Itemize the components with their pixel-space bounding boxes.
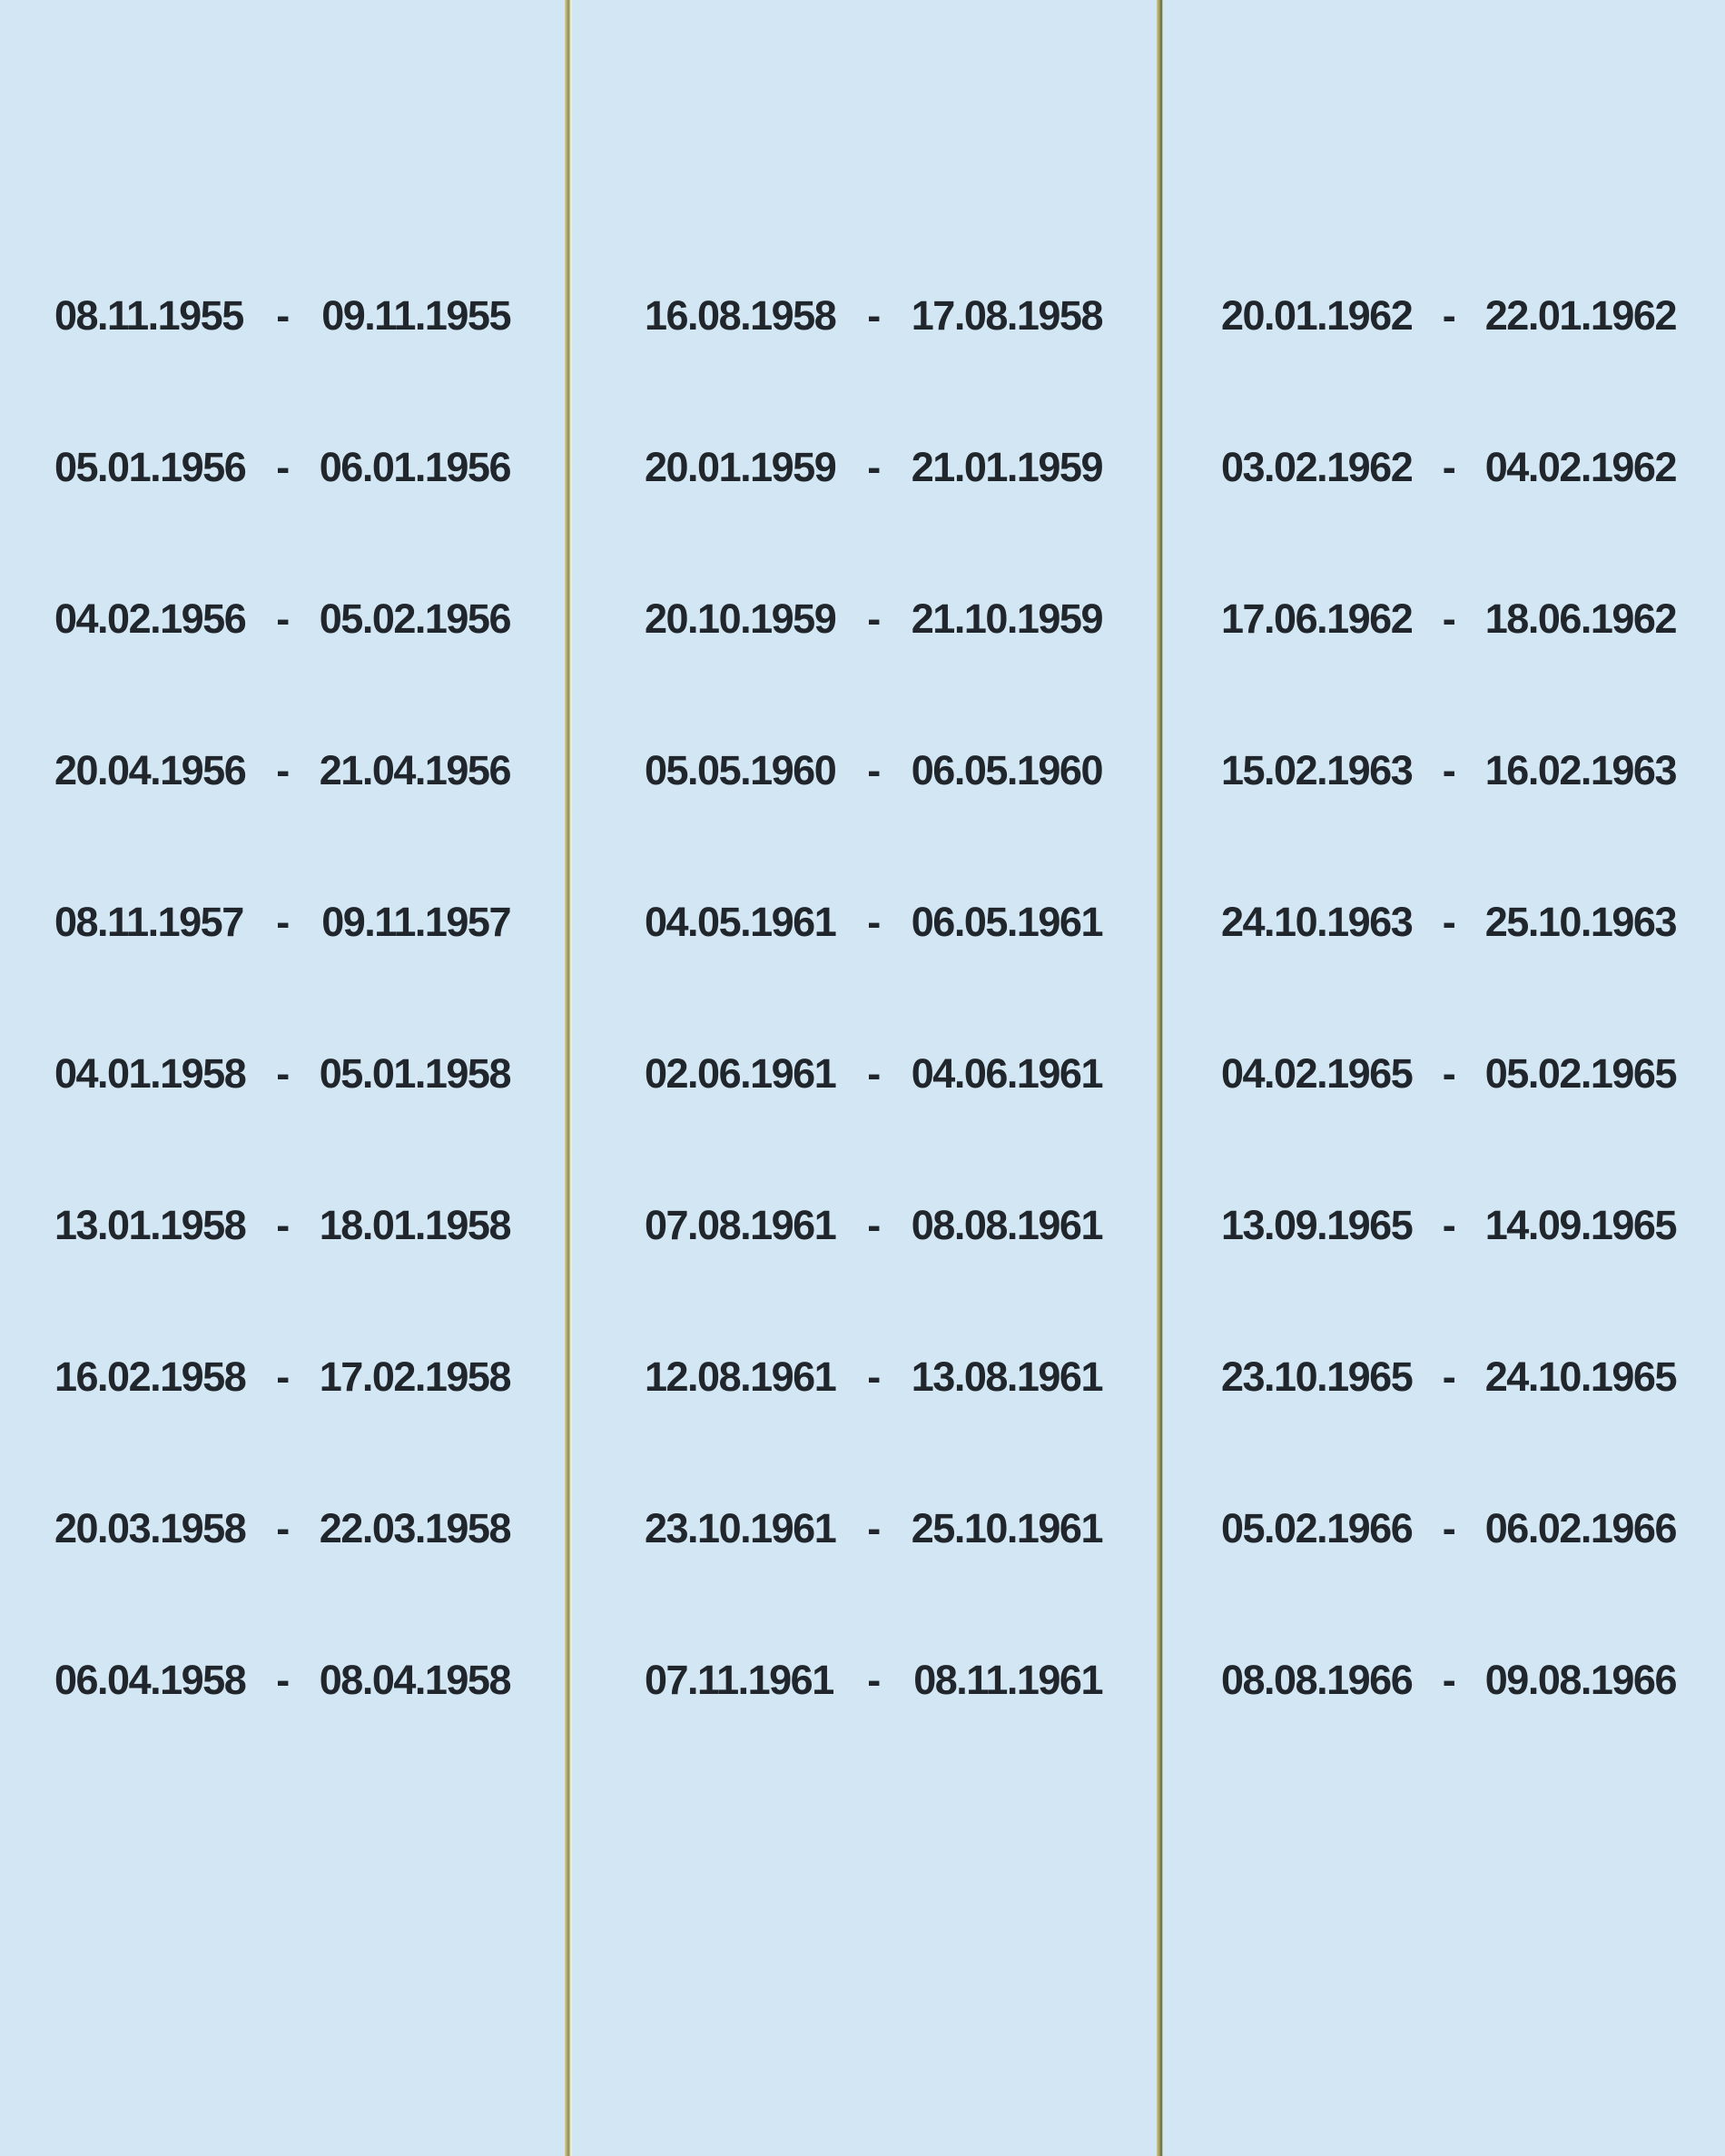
range-separator: - (1442, 444, 1455, 490)
date-column-2 (572, 0, 1157, 1756)
range-end-date: 22.01.1962 (1484, 292, 1676, 339)
range-end-date: 06.02.1966 (1484, 1505, 1676, 1551)
range-end-date: 25.10.1963 (1484, 899, 1676, 945)
range-separator: - (867, 747, 880, 793)
range-end-date: 14.09.1965 (1484, 1202, 1676, 1248)
range-separator: - (1442, 292, 1455, 339)
range-start-date: 07.11.1961 (645, 1657, 833, 1703)
range-separator: - (276, 292, 289, 339)
date-column-3 (1163, 0, 1725, 1756)
date-range-row (1163, 1452, 1725, 1604)
range-end-date: 09.11.1955 (321, 292, 510, 339)
range-separator: - (1442, 899, 1455, 945)
range-separator: - (1442, 1657, 1455, 1703)
range-end-date: 05.01.1958 (319, 1050, 510, 1097)
range-separator: - (276, 899, 289, 945)
date-range-row (572, 543, 1157, 694)
date-range-row (1163, 998, 1725, 1149)
range-start-date: 20.04.1956 (54, 747, 246, 793)
date-range-row (572, 1452, 1157, 1604)
date-range-row (1163, 240, 1725, 391)
range-end-date: 08.04.1958 (319, 1657, 510, 1703)
range-start-date: 04.02.1956 (54, 596, 246, 642)
range-separator: - (276, 1505, 289, 1551)
range-end-date: 04.02.1962 (1484, 444, 1676, 490)
range-separator: - (1442, 1505, 1455, 1551)
range-separator: - (276, 444, 289, 490)
range-separator: - (867, 899, 880, 945)
range-start-date: 20.01.1959 (645, 444, 836, 490)
range-start-date: 20.03.1958 (54, 1505, 246, 1551)
range-end-date: 21.04.1956 (319, 747, 510, 793)
range-end-date: 16.02.1963 (1484, 747, 1676, 793)
column-divider-right (1157, 0, 1163, 2156)
date-range-row (1163, 543, 1725, 694)
range-start-date: 04.01.1958 (54, 1050, 246, 1097)
range-start-date: 04.05.1961 (645, 899, 836, 945)
range-end-date: 06.01.1956 (319, 444, 510, 490)
range-separator: - (276, 1657, 289, 1703)
date-range-row (0, 391, 565, 543)
range-end-date: 22.03.1958 (319, 1505, 510, 1551)
column-divider-left (565, 0, 572, 2156)
range-start-date: 17.06.1962 (1221, 596, 1413, 642)
range-start-date: 08.11.1955 (54, 292, 243, 339)
date-range-row (572, 694, 1157, 846)
range-end-date: 17.02.1958 (319, 1354, 510, 1400)
range-separator: - (867, 1657, 880, 1703)
range-separator: - (276, 1354, 289, 1400)
range-separator: - (867, 444, 880, 490)
range-end-date: 05.02.1965 (1484, 1050, 1676, 1097)
date-range-row (0, 1301, 565, 1452)
range-separator: - (276, 596, 289, 642)
date-range-row (0, 1452, 565, 1604)
range-start-date: 07.08.1961 (645, 1202, 836, 1248)
range-start-date: 15.02.1963 (1221, 747, 1413, 793)
range-separator: - (867, 1202, 880, 1248)
range-separator: - (867, 1505, 880, 1551)
range-separator: - (1442, 596, 1455, 642)
range-end-date: 08.11.1961 (913, 1657, 1102, 1703)
range-start-date: 13.01.1958 (54, 1202, 246, 1248)
range-separator: - (276, 747, 289, 793)
range-start-date: 02.06.1961 (645, 1050, 836, 1097)
range-end-date: 06.05.1961 (911, 899, 1102, 945)
range-end-date: 18.01.1958 (319, 1202, 510, 1248)
date-range-row (0, 694, 565, 846)
range-separator: - (1442, 1050, 1455, 1097)
range-start-date: 16.02.1958 (54, 1354, 246, 1400)
date-range-row (572, 846, 1157, 998)
range-end-date: 18.06.1962 (1484, 596, 1676, 642)
range-separator: - (867, 596, 880, 642)
range-end-date: 06.05.1960 (911, 747, 1102, 793)
range-start-date: 04.02.1965 (1221, 1050, 1413, 1097)
date-range-row (1163, 1301, 1725, 1452)
range-start-date: 06.04.1958 (54, 1657, 246, 1703)
date-range-row (0, 1149, 565, 1301)
range-end-date: 21.10.1959 (911, 596, 1102, 642)
range-separator: - (867, 1050, 880, 1097)
date-range-row (0, 240, 565, 391)
range-end-date: 09.08.1966 (1484, 1657, 1676, 1703)
range-separator: - (276, 1202, 289, 1248)
range-end-date: 04.06.1961 (911, 1050, 1102, 1097)
date-column-1 (0, 0, 565, 1756)
range-separator: - (1442, 1354, 1455, 1400)
date-range-row (572, 1149, 1157, 1301)
date-range-row (572, 391, 1157, 543)
range-end-date: 13.08.1961 (911, 1354, 1102, 1400)
date-range-row (0, 846, 565, 998)
date-range-row (1163, 846, 1725, 998)
range-start-date: 05.05.1960 (645, 747, 836, 793)
range-start-date: 05.01.1956 (54, 444, 246, 490)
date-range-row (572, 998, 1157, 1149)
range-start-date: 08.11.1957 (54, 899, 243, 945)
range-start-date: 24.10.1963 (1221, 899, 1413, 945)
range-start-date: 13.09.1965 (1221, 1202, 1413, 1248)
range-start-date: 23.10.1961 (645, 1505, 836, 1551)
date-range-row (0, 998, 565, 1149)
date-range-row (572, 1604, 1157, 1756)
date-range-row (1163, 694, 1725, 846)
range-start-date: 20.01.1962 (1221, 292, 1413, 339)
date-range-row (1163, 1149, 1725, 1301)
range-start-date: 05.02.1966 (1221, 1505, 1413, 1551)
range-end-date: 25.10.1961 (911, 1505, 1102, 1551)
range-separator: - (867, 292, 880, 339)
range-end-date: 05.02.1956 (319, 596, 510, 642)
date-range-row (1163, 1604, 1725, 1756)
range-end-date: 24.10.1965 (1484, 1354, 1676, 1400)
date-range-row (0, 543, 565, 694)
date-range-row (0, 1604, 565, 1756)
date-range-row (1163, 391, 1725, 543)
range-end-date: 21.01.1959 (911, 444, 1102, 490)
range-start-date: 20.10.1959 (645, 596, 836, 642)
date-range-row (572, 240, 1157, 391)
range-separator: - (1442, 1202, 1455, 1248)
range-start-date: 03.02.1962 (1221, 444, 1413, 490)
range-end-date: 09.11.1957 (321, 899, 510, 945)
range-separator: - (1442, 747, 1455, 793)
range-separator: - (276, 1050, 289, 1097)
range-start-date: 23.10.1965 (1221, 1354, 1413, 1400)
range-start-date: 16.08.1958 (645, 292, 836, 339)
range-start-date: 08.08.1966 (1221, 1657, 1413, 1703)
range-start-date: 12.08.1961 (645, 1354, 836, 1400)
range-end-date: 17.08.1958 (911, 292, 1102, 339)
range-end-date: 08.08.1961 (911, 1202, 1102, 1248)
range-separator: - (867, 1354, 880, 1400)
date-range-row (572, 1301, 1157, 1452)
